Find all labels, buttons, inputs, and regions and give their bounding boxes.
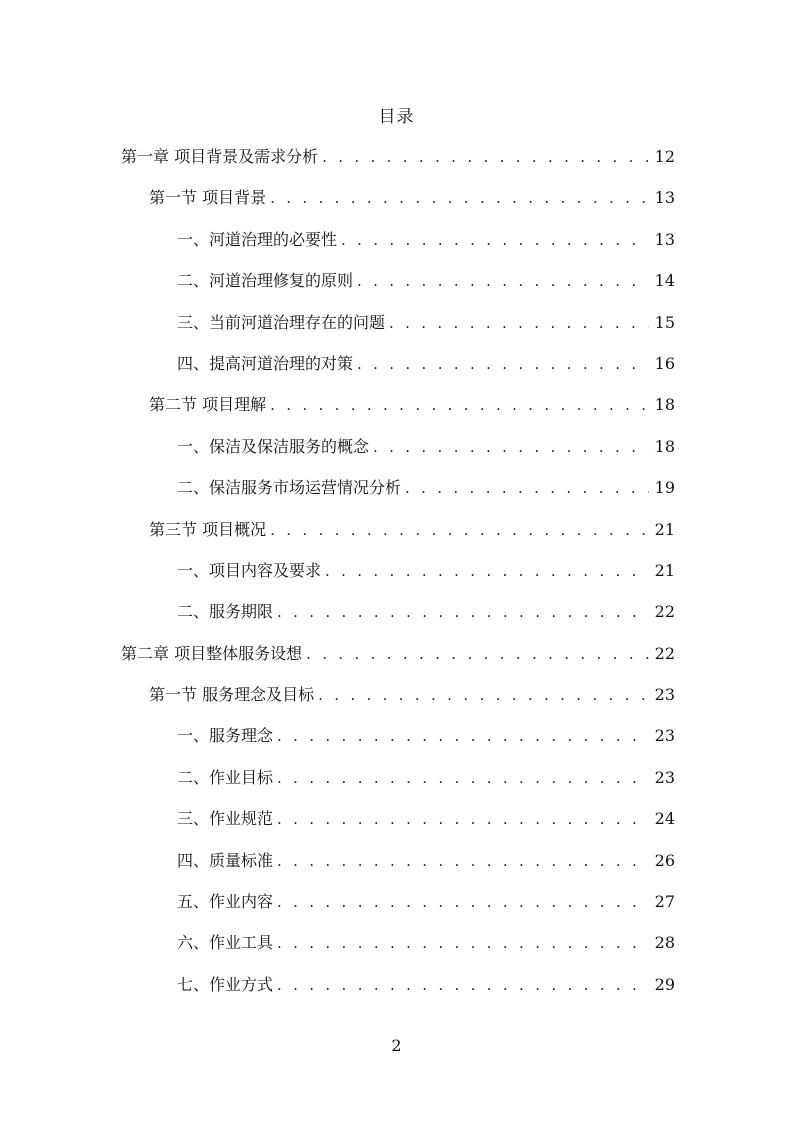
toc-entry[interactable]: [0, 928, 793, 969]
toc-dot-leader: [322, 142, 649, 172]
toc-entry[interactable]: [0, 970, 793, 1011]
toc-entry-page: 23: [654, 685, 675, 705]
toc-entry-label: 四、提高河道治理的对策: [177, 353, 354, 373]
toc-entry-label: 四、质量标准: [177, 850, 274, 870]
toc-entry-label: 三、当前河道治理存在的问题: [177, 312, 386, 332]
toc-entry[interactable]: [0, 887, 793, 928]
toc-entry-page: 26: [654, 850, 675, 870]
toc-entry[interactable]: [0, 639, 793, 680]
toc-entry-label: 五、作业内容: [177, 892, 274, 912]
toc-dot-leader: [318, 680, 649, 710]
toc-dot-leader: [306, 639, 649, 669]
table-of-contents: [0, 142, 793, 1011]
toc-entry-label: 第一节 服务理念及目标: [149, 685, 315, 705]
toc-entry[interactable]: [0, 846, 793, 887]
toc-entry[interactable]: [0, 308, 793, 349]
toc-dot-leader: [405, 473, 649, 503]
toc-entry[interactable]: [0, 556, 793, 597]
toc-entry-label: 一、保洁及保洁服务的概念: [177, 436, 370, 456]
toc-dot-leader: [277, 804, 649, 834]
toc-dot-leader: [357, 266, 649, 296]
toc-entry-page: 22: [654, 643, 675, 663]
toc-entry-label: 第一节 项目背景: [149, 188, 267, 208]
toc-dot-leader: [277, 597, 649, 627]
toc-entry-label: 二、河道治理修复的原则: [177, 271, 354, 291]
toc-entry[interactable]: [0, 142, 793, 183]
toc-entry-page: 15: [654, 312, 675, 332]
toc-entry-page: 16: [654, 353, 675, 373]
toc-entry[interactable]: [0, 225, 793, 266]
toc-entry-label: 第二节 项目理解: [149, 395, 267, 415]
toc-entry-page: 13: [654, 188, 675, 208]
toc-entry[interactable]: [0, 266, 793, 307]
toc-dot-leader: [270, 515, 649, 545]
toc-entry-label: 七、作业方式: [177, 974, 274, 994]
toc-dot-leader: [389, 308, 649, 338]
page-number: 2: [391, 1036, 402, 1055]
toc-entry-label: 二、保洁服务市场运营情况分析: [177, 478, 402, 498]
toc-dot-leader: [270, 390, 649, 420]
toc-dot-leader: [277, 846, 649, 876]
toc-entry-label: 二、服务期限: [177, 602, 274, 622]
toc-dot-leader: [277, 763, 649, 793]
toc-entry-page: 18: [654, 436, 675, 456]
toc-entry[interactable]: [0, 680, 793, 721]
toc-entry-label: 二、作业目标: [177, 767, 274, 787]
toc-entry-label: 一、服务理念: [177, 726, 274, 746]
toc-entry-page: 23: [654, 767, 675, 787]
toc-dot-leader: [277, 970, 649, 1000]
toc-entry-page: 28: [654, 933, 675, 953]
toc-entry-page: 21: [654, 519, 675, 539]
toc-entry-label: 第二章 项目整体服务设想: [121, 643, 303, 663]
toc-entry[interactable]: [0, 804, 793, 845]
toc-entry-page: 24: [654, 809, 675, 829]
toc-dot-leader: [277, 928, 649, 958]
toc-entry-page: 23: [654, 726, 675, 746]
toc-entry-page: 22: [654, 602, 675, 622]
toc-entry[interactable]: [0, 515, 793, 556]
toc-entry[interactable]: [0, 597, 793, 638]
toc-dot-leader: [270, 183, 649, 213]
toc-entry[interactable]: [0, 183, 793, 224]
toc-entry-page: 14: [654, 271, 675, 291]
toc-entry[interactable]: [0, 763, 793, 804]
toc-entry-page: 13: [654, 229, 675, 249]
toc-dot-leader: [325, 556, 649, 586]
toc-entry[interactable]: [0, 432, 793, 473]
toc-entry-label: 一、河道治理的必要性: [177, 229, 338, 249]
toc-dot-leader: [341, 225, 649, 255]
toc-entry-label: 第一章 项目背景及需求分析: [121, 147, 319, 166]
toc-entry[interactable]: [0, 390, 793, 431]
toc-entry-page: 18: [654, 395, 675, 415]
page-title: 目录: [378, 107, 415, 127]
toc-entry-page: 29: [654, 974, 675, 994]
toc-entry[interactable]: [0, 721, 793, 762]
toc-entry-label: 六、作业工具: [177, 933, 274, 953]
toc-entry[interactable]: [0, 473, 793, 514]
toc-entry-page: 27: [654, 892, 675, 912]
toc-dot-leader: [373, 432, 649, 462]
toc-entry-page: 19: [654, 478, 675, 498]
toc-entry-label: 第三节 项目概况: [149, 519, 267, 539]
toc-entry-label: 三、作业规范: [177, 809, 274, 829]
toc-dot-leader: [277, 721, 649, 751]
toc-dot-leader: [357, 349, 649, 379]
toc-dot-leader: [277, 887, 649, 917]
toc-entry-page: 12: [654, 147, 675, 166]
toc-entry-label: 一、项目内容及要求: [177, 560, 322, 580]
toc-entry[interactable]: [0, 349, 793, 390]
toc-entry-page: 21: [654, 560, 675, 580]
